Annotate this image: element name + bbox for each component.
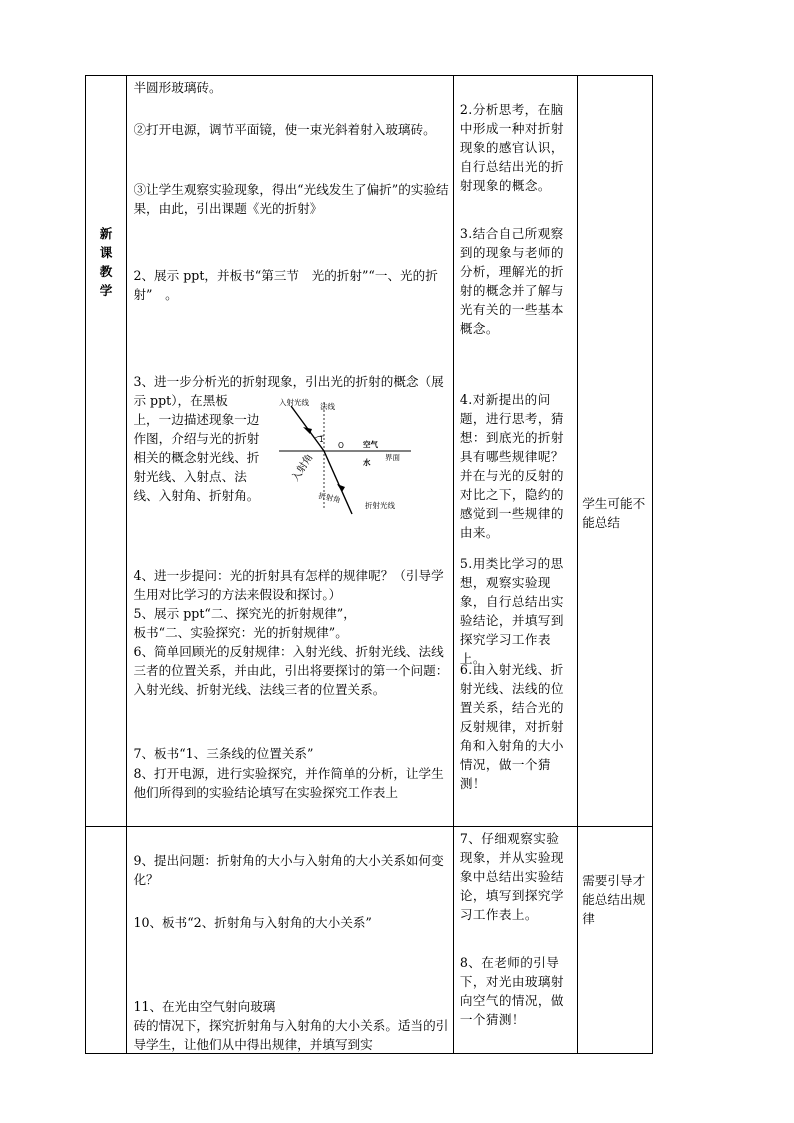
incident-angle-label: 入射角 xyxy=(290,452,316,484)
teacher-paragraph: 板书“二、实验探究：光的折射规律”。 xyxy=(133,625,348,640)
stage-label-cell xyxy=(86,76,127,827)
lesson-plan-table xyxy=(85,75,653,1054)
stage-label-char: 学 xyxy=(99,283,113,298)
teacher-paragraph: ③让学生观察实验现象，得出“光线发生了偏折”的实验结果，由此，引出课题《光的折射》 xyxy=(133,182,449,216)
stage-label xyxy=(86,224,126,300)
teacher-paragraph: ②打开电源，调节平面镜，使一束光斜着射入玻璃砖。 xyxy=(133,122,436,137)
origin-label: O xyxy=(338,441,345,450)
teacher-paragraph: 5、展示 ppt“二、探究光的折射规律”， xyxy=(133,606,356,621)
air-label: 空气 xyxy=(363,440,379,449)
table-row xyxy=(86,827,653,1054)
refraction-diagram xyxy=(279,396,449,516)
stage-label-cell xyxy=(86,827,127,1054)
teacher-paragraph: 2、展示 ppt，并板书“第三节 光的折射”“一、光的折射” 。 xyxy=(133,268,438,302)
normal-label: 法线 xyxy=(320,402,336,411)
teacher-paragraph: 8、打开电源，进行实验探究，并作简单的分析，让学生他们所得到的实验结论填写在实验探究工作表上 xyxy=(133,766,444,800)
stage-label-char: 课 xyxy=(99,245,113,260)
interface-label: 界面 xyxy=(385,453,401,462)
teacher-paragraph: 上，一边描述现象一边作图，介绍与光的折射相关的概念射光线、折射光线、入射点、法线、入射角、折射角。 xyxy=(133,412,260,503)
teacher-paragraph: 砖的情况下，探究折射角与入射角的大小关系。适当的引导学生，让他们从中得出规律，并填写到实 xyxy=(133,1018,449,1052)
teacher-paragraph: 4、进一步提问：光的折射具有怎样的规律呢？（引导学生用对比学习的方法来假设和探讨。） xyxy=(133,568,444,602)
teacher-paragraph: 9、提出问题：折射角的大小与入射角的大小关系如何变化？ xyxy=(133,853,444,887)
student-paragraph: 3.结合自己所观察到的现象与老师的分析，理解光的折射的概念并了解与光有关的一些基本概念。 xyxy=(459,226,564,336)
stage-label-char: 教 xyxy=(99,264,113,279)
student-paragraph: 4.对新提出的问题，进行思考，猜想：到底光的折射具有哪些规律呢？并在与光的反射的对比之下，隐约的感觉到一些规律的由来。 xyxy=(459,392,564,540)
student-activity-cell xyxy=(453,76,577,827)
notes-cell xyxy=(578,76,653,827)
student-paragraph: 8、在老师的引导下，对光由玻璃射向空气的情况，做一个猜测！ xyxy=(459,955,564,1027)
teacher-paragraph: 7、板书“1、三条线的位置关系” xyxy=(133,746,314,761)
teacher-paragraph: 半圆形玻璃砖。 xyxy=(133,80,222,95)
student-paragraph: 2.分析思考，在脑中形成一种对折射现象的感官认识，自行总结出光的折射现象的概念。 xyxy=(459,102,564,193)
angle-number-label: 1 xyxy=(319,435,325,444)
student-activity-cell xyxy=(453,827,577,1054)
student-paragraph: 5.用类比学习的思想，观察实验现象，自行总结出实验结论，并填写到探究学习工作表上。 xyxy=(459,556,564,666)
refracted-ray xyxy=(324,451,352,514)
student-paragraph: 7、仔细观察实验现象，并从实验现象中总结出实验结论，填写到探究学习工作表上。 xyxy=(459,831,564,922)
teacher-paragraph: 11、在光由空气射向玻璃 xyxy=(133,999,276,1014)
teacher-paragraph: 6、简单回顾光的反射规律：入射光线、折射光线、法线三者的位置关系，并由此，引出将要探讨的第一个问题：入射光线、折射光线、法线三者的位置关系。 xyxy=(133,644,449,697)
student-paragraph: 6.由入射光线、折射光线、法线的位置关系，结合光的反射规律，对折射角和入射角的大小情况，做一个猜测！ xyxy=(459,662,564,791)
notes-cell xyxy=(578,827,653,1054)
stage-label-char: 新 xyxy=(99,226,113,241)
note-text: 需要引导才能总结出规律 xyxy=(582,873,646,926)
teacher-paragraph: 3、进一步分析光的折射现象，引出光的折射的概念（展示 ppt），在黑板 xyxy=(133,374,444,408)
teacher-paragraph: 10、板书“2、折射角与入射角的大小关系” xyxy=(133,915,372,930)
refract-angle-label: 折射角 xyxy=(318,491,342,505)
teacher-activity-cell xyxy=(127,76,453,827)
water-label: 水 xyxy=(363,458,371,467)
incident-ray-label: 入射光线 xyxy=(279,398,310,407)
note-text: 学生可能不能总结 xyxy=(582,496,646,530)
refracted-ray-label: 折射光线 xyxy=(365,501,396,510)
teacher-activity-cell xyxy=(127,827,453,1054)
table-row xyxy=(86,76,653,827)
